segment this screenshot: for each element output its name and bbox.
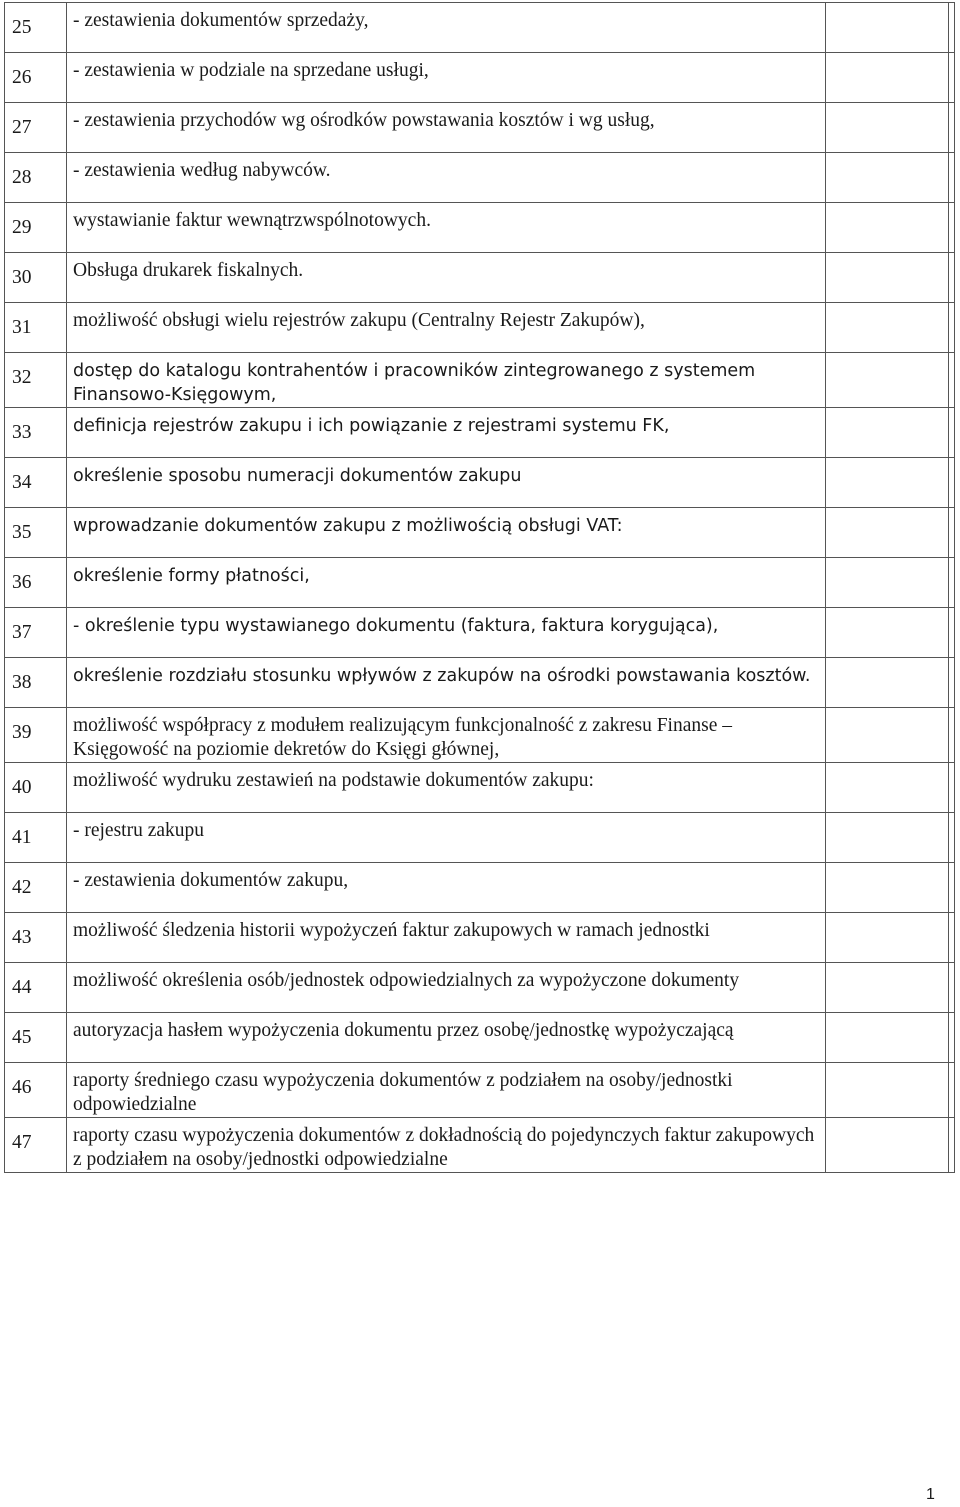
row-number: 32 [5,353,67,408]
status-cell [826,458,949,508]
status-cell [826,1118,949,1173]
row-number: 38 [5,658,67,708]
row-description: określenie sposobu numeracji dokumentów zakupu [67,458,826,508]
notes-cell [949,253,955,303]
table-row [5,508,955,558]
status-cell [826,53,949,103]
notes-cell [949,963,955,1013]
status-cell [826,203,949,253]
row-description: możliwość śledzenia historii wypożyczeń faktur zakupowych w ramach jednostki [67,913,826,963]
notes-cell [949,558,955,608]
row-number: 30 [5,253,67,303]
row-number: 42 [5,863,67,913]
row-description: możliwość określenia osób/jednostek odpowiedzialnych za wypożyczone dokumenty [67,963,826,1013]
table-row [5,763,955,813]
status-cell [826,963,949,1013]
table-row [5,203,955,253]
row-number: 47 [5,1118,67,1173]
status-cell [826,303,949,353]
table-row [5,558,955,608]
row-description: możliwość wydruku zestawień na podstawie dokumentów zakupu: [67,763,826,813]
row-description: - zestawienia dokumentów sprzedaży, [67,3,826,53]
notes-cell [949,3,955,53]
row-number: 43 [5,913,67,963]
table-row [5,708,955,763]
status-cell [826,508,949,558]
notes-cell [949,153,955,203]
status-cell [826,1013,949,1063]
row-description: - określenie typu wystawianego dokumentu (faktura, faktura korygująca), [67,608,826,658]
row-number: 31 [5,303,67,353]
row-number: 29 [5,203,67,253]
row-description: wprowadzanie dokumentów zakupu z możliwością obsługi VAT: [67,508,826,558]
table-row [5,103,955,153]
row-number: 39 [5,708,67,763]
status-cell [826,913,949,963]
notes-cell [949,53,955,103]
table-row [5,963,955,1013]
notes-cell [949,353,955,408]
notes-cell [949,1063,955,1118]
notes-cell [949,658,955,708]
row-number: 33 [5,408,67,458]
status-cell [826,813,949,863]
row-number: 40 [5,763,67,813]
status-cell [826,708,949,763]
row-number: 34 [5,458,67,508]
row-description: możliwość obsługi wielu rejestrów zakupu (Centralny Rejestr Zakupów), [67,303,826,353]
status-cell [826,608,949,658]
table-row [5,458,955,508]
table-row [5,913,955,963]
row-description: wystawianie faktur wewnątrzwspólnotowych. [67,203,826,253]
row-description: określenie formy płatności, [67,558,826,608]
table-row [5,1118,955,1173]
row-number: 28 [5,153,67,203]
table-row [5,1013,955,1063]
notes-cell [949,813,955,863]
table-row [5,153,955,203]
row-number: 35 [5,508,67,558]
table-row [5,608,955,658]
table-row [5,53,955,103]
status-cell [826,763,949,813]
row-description: autoryzacja hasłem wypożyczenia dokumentu przez osobę/jednostkę wypożyczającą [67,1013,826,1063]
status-cell [826,408,949,458]
notes-cell [949,103,955,153]
row-description: Obsługa drukarek fiskalnych. [67,253,826,303]
table-row [5,353,955,408]
notes-cell [949,863,955,913]
row-number: 44 [5,963,67,1013]
status-cell [826,153,949,203]
page-number: 1 [926,1486,935,1503]
status-cell [826,658,949,708]
row-number: 37 [5,608,67,658]
table-row [5,1063,955,1118]
notes-cell [949,508,955,558]
status-cell [826,558,949,608]
notes-cell [949,608,955,658]
notes-cell [949,763,955,813]
table-row [5,658,955,708]
table-row [5,3,955,53]
notes-cell [949,1118,955,1173]
row-number: 25 [5,3,67,53]
row-description: - zestawienia w podziale na sprzedane usługi, [67,53,826,103]
notes-cell [949,708,955,763]
notes-cell [949,408,955,458]
status-cell [826,863,949,913]
row-number: 27 [5,103,67,153]
row-description: raporty średniego czasu wypożyczenia dokumentów z podziałem na osoby/jednostki odpowiedzialne [67,1063,826,1118]
notes-cell [949,303,955,353]
row-description: raporty czasu wypożyczenia dokumentów z dokładnością do pojedynczych faktur zakupowych z podziałem na osoby/jednostki odpowiedzialne [67,1118,826,1173]
row-number: 46 [5,1063,67,1118]
row-description: - zestawienia według nabywców. [67,153,826,203]
status-cell [826,353,949,408]
notes-cell [949,203,955,253]
row-number: 36 [5,558,67,608]
requirements-table [4,2,955,1173]
row-description: - zestawienia przychodów wg ośrodków powstawania kosztów i wg usług, [67,103,826,153]
status-cell [826,3,949,53]
row-description: możliwość współpracy z modułem realizującym funkcjonalność z zakresu Finanse – Księgowość na poziomie dekretów do Księgi głównej, [67,708,826,763]
table-row [5,253,955,303]
row-description: określenie rozdziału stosunku wpływów z zakupów na ośrodki powstawania kosztów. [67,658,826,708]
notes-cell [949,1013,955,1063]
status-cell [826,103,949,153]
row-number: 26 [5,53,67,103]
table-row [5,813,955,863]
row-number: 41 [5,813,67,863]
row-description: dostęp do katalogu kontrahentów i pracowników zintegrowanego z systemem Finansowo-Księgowym, [67,353,826,408]
table-row [5,303,955,353]
row-description: - rejestru zakupu [67,813,826,863]
row-number: 45 [5,1013,67,1063]
notes-cell [949,458,955,508]
table-row [5,863,955,913]
row-description: definicja rejestrów zakupu i ich powiązanie z rejestrami systemu FK, [67,408,826,458]
row-description: - zestawienia dokumentów zakupu, [67,863,826,913]
table-row [5,408,955,458]
status-cell [826,253,949,303]
status-cell [826,1063,949,1118]
notes-cell [949,913,955,963]
